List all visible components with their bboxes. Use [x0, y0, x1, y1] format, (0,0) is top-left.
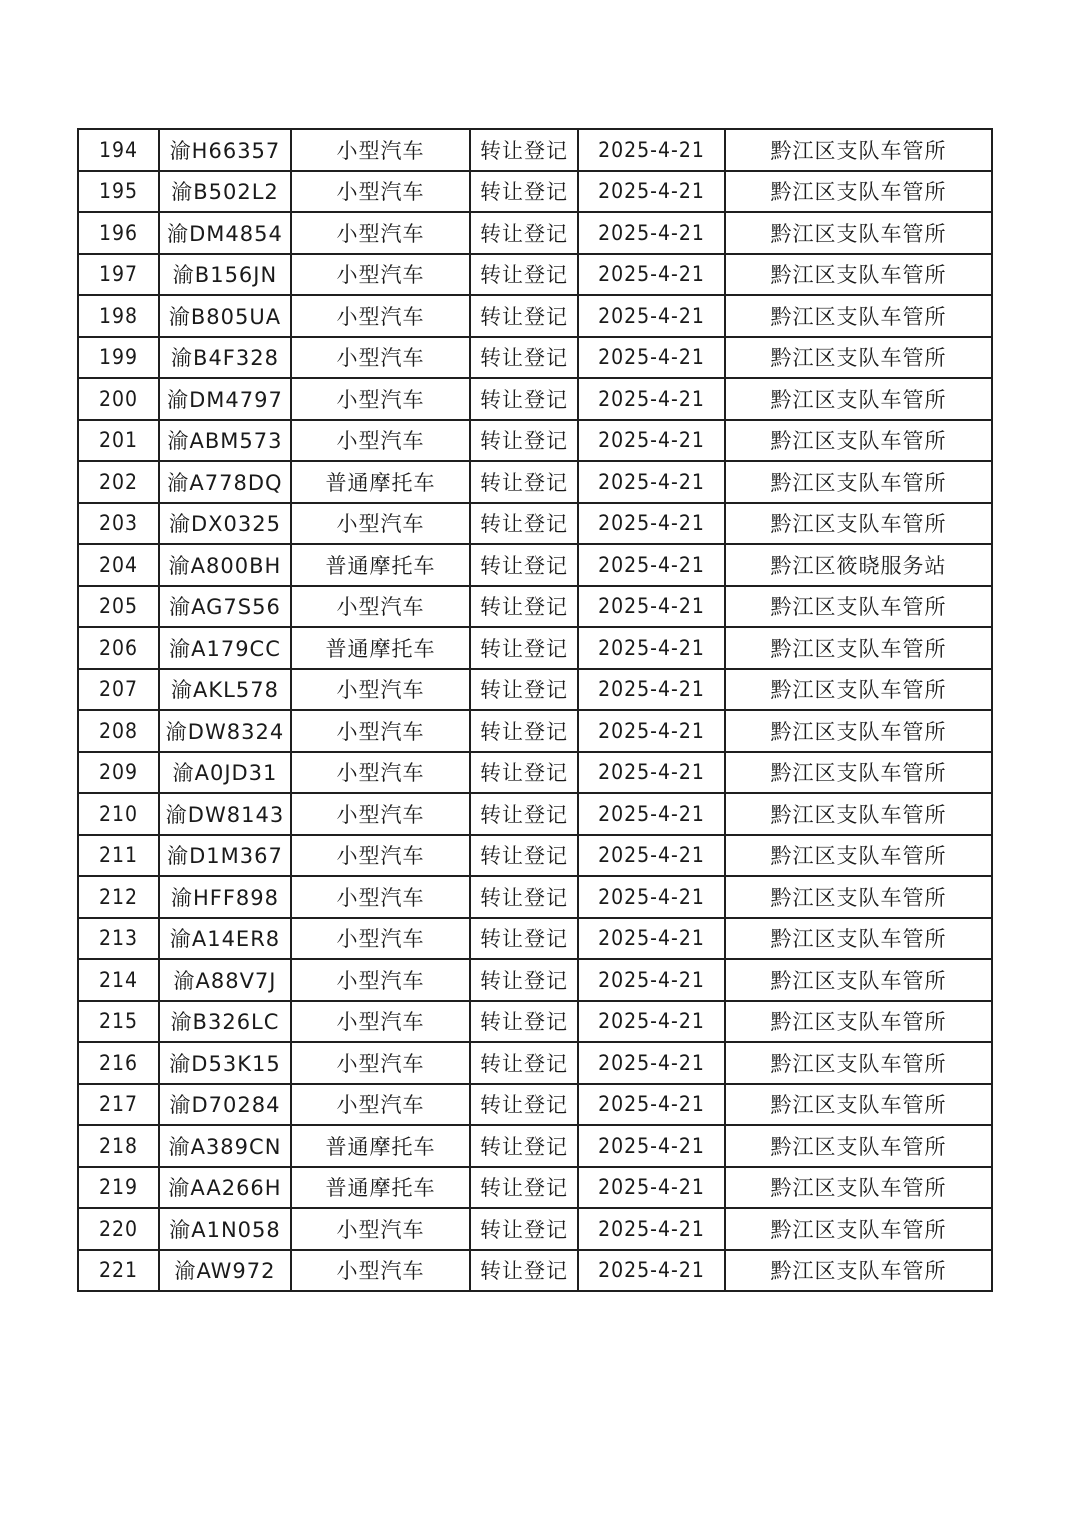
cell-date: 2025-4-21: [578, 461, 725, 503]
cell-serial-number: 215: [78, 1001, 159, 1043]
table-row: [78, 1167, 992, 1209]
cell-office: 黔江区支队车管所: [725, 1167, 992, 1209]
table-row: [78, 1250, 992, 1292]
cell-plate-number: 渝DM4854: [159, 212, 291, 254]
cell-business-type: 转让登记: [470, 835, 578, 877]
cell-plate-number: 渝AW972: [159, 1250, 291, 1292]
cell-office: 黔江区支队车管所: [725, 835, 992, 877]
cell-office: 黔江区支队车管所: [725, 171, 992, 213]
cell-plate-number: 渝D53K15: [159, 1042, 291, 1084]
cell-business-type: 转让登记: [470, 461, 578, 503]
cell-plate-number: 渝A0JD31: [159, 752, 291, 794]
cell-serial-number: 213: [78, 918, 159, 960]
cell-date: 2025-4-21: [578, 1084, 725, 1126]
cell-office: 黔江区支队车管所: [725, 1125, 992, 1167]
cell-vehicle-type: 小型汽车: [291, 129, 470, 171]
cell-serial-number: 205: [78, 586, 159, 628]
cell-date: 2025-4-21: [578, 876, 725, 918]
cell-date: 2025-4-21: [578, 544, 725, 586]
table-row: [78, 710, 992, 752]
table-row: [78, 1125, 992, 1167]
cell-office: 黔江区支队车管所: [725, 254, 992, 296]
cell-business-type: 转让登记: [470, 959, 578, 1001]
table-row: [78, 254, 992, 296]
cell-business-type: 转让登记: [470, 1208, 578, 1250]
cell-serial-number: 201: [78, 420, 159, 462]
cell-plate-number: 渝DX0325: [159, 503, 291, 545]
cell-business-type: 转让登记: [470, 1250, 578, 1292]
table-row: [78, 503, 992, 545]
cell-office: 黔江区支队车管所: [725, 586, 992, 628]
cell-serial-number: 217: [78, 1084, 159, 1126]
cell-office: 黔江区支队车管所: [725, 918, 992, 960]
cell-serial-number: 221: [78, 1250, 159, 1292]
cell-office: 黔江区支队车管所: [725, 212, 992, 254]
cell-date: 2025-4-21: [578, 1250, 725, 1292]
table-row: [78, 918, 992, 960]
table-row: [78, 835, 992, 877]
cell-business-type: 转让登记: [470, 586, 578, 628]
cell-vehicle-type: 小型汽车: [291, 1250, 470, 1292]
cell-plate-number: 渝A778DQ: [159, 461, 291, 503]
cell-vehicle-type: 小型汽车: [291, 1001, 470, 1043]
cell-vehicle-type: 小型汽车: [291, 1042, 470, 1084]
cell-serial-number: 208: [78, 710, 159, 752]
table-row: [78, 129, 992, 171]
cell-plate-number: 渝B502L2: [159, 171, 291, 213]
cell-serial-number: 199: [78, 337, 159, 379]
cell-office: 黔江区支队车管所: [725, 1250, 992, 1292]
cell-date: 2025-4-21: [578, 378, 725, 420]
cell-date: 2025-4-21: [578, 212, 725, 254]
cell-plate-number: 渝DW8324: [159, 710, 291, 752]
cell-office: 黔江区支队车管所: [725, 337, 992, 379]
cell-plate-number: 渝D1M367: [159, 835, 291, 877]
cell-business-type: 转让登记: [470, 254, 578, 296]
cell-business-type: 转让登记: [470, 129, 578, 171]
cell-vehicle-type: 小型汽车: [291, 710, 470, 752]
cell-date: 2025-4-21: [578, 1001, 725, 1043]
cell-date: 2025-4-21: [578, 1042, 725, 1084]
cell-business-type: 转让登记: [470, 752, 578, 794]
cell-business-type: 转让登记: [470, 1167, 578, 1209]
cell-serial-number: 206: [78, 627, 159, 669]
cell-vehicle-type: 普通摩托车: [291, 1167, 470, 1209]
cell-plate-number: 渝B4F328: [159, 337, 291, 379]
cell-office: 黔江区支队车管所: [725, 461, 992, 503]
cell-serial-number: 197: [78, 254, 159, 296]
cell-office: 黔江区支队车管所: [725, 1001, 992, 1043]
cell-vehicle-type: 小型汽车: [291, 793, 470, 835]
cell-plate-number: 渝B805UA: [159, 295, 291, 337]
cell-vehicle-type: 小型汽车: [291, 420, 470, 462]
cell-office: 黔江区支队车管所: [725, 752, 992, 794]
table-row: [78, 669, 992, 711]
cell-vehicle-type: 小型汽车: [291, 254, 470, 296]
cell-business-type: 转让登记: [470, 627, 578, 669]
table-row: [78, 295, 992, 337]
cell-vehicle-type: 小型汽车: [291, 337, 470, 379]
cell-vehicle-type: 小型汽车: [291, 1084, 470, 1126]
cell-business-type: 转让登记: [470, 295, 578, 337]
table-row: [78, 461, 992, 503]
cell-business-type: 转让登记: [470, 503, 578, 545]
cell-plate-number: 渝A88V7J: [159, 959, 291, 1001]
table-row: [78, 876, 992, 918]
cell-serial-number: 209: [78, 752, 159, 794]
cell-serial-number: 207: [78, 669, 159, 711]
cell-plate-number: 渝DM4797: [159, 378, 291, 420]
cell-office: 黔江区支队车管所: [725, 1084, 992, 1126]
table-row: [78, 1001, 992, 1043]
table-row: [78, 586, 992, 628]
cell-plate-number: 渝B326LC: [159, 1001, 291, 1043]
cell-business-type: 转让登记: [470, 171, 578, 213]
table-row: [78, 1208, 992, 1250]
cell-serial-number: 219: [78, 1167, 159, 1209]
cell-office: 黔江区支队车管所: [725, 503, 992, 545]
cell-vehicle-type: 普通摩托车: [291, 1125, 470, 1167]
cell-serial-number: 194: [78, 129, 159, 171]
cell-date: 2025-4-21: [578, 627, 725, 669]
cell-serial-number: 220: [78, 1208, 159, 1250]
cell-vehicle-type: 普通摩托车: [291, 461, 470, 503]
cell-business-type: 转让登记: [470, 710, 578, 752]
table-row: [78, 959, 992, 1001]
table-row: [78, 793, 992, 835]
cell-business-type: 转让登记: [470, 1001, 578, 1043]
cell-date: 2025-4-21: [578, 669, 725, 711]
cell-vehicle-type: 小型汽车: [291, 835, 470, 877]
cell-date: 2025-4-21: [578, 1167, 725, 1209]
table-row: [78, 420, 992, 462]
cell-office: 黔江区支队车管所: [725, 627, 992, 669]
cell-date: 2025-4-21: [578, 959, 725, 1001]
cell-date: 2025-4-21: [578, 1125, 725, 1167]
cell-plate-number: 渝A1N058: [159, 1208, 291, 1250]
cell-date: 2025-4-21: [578, 295, 725, 337]
cell-vehicle-type: 小型汽车: [291, 212, 470, 254]
cell-vehicle-type: 普通摩托车: [291, 544, 470, 586]
cell-office: 黔江区支队车管所: [725, 710, 992, 752]
cell-business-type: 转让登记: [470, 420, 578, 462]
table-row: [78, 752, 992, 794]
cell-serial-number: 212: [78, 876, 159, 918]
cell-date: 2025-4-21: [578, 586, 725, 628]
cell-vehicle-type: 小型汽车: [291, 171, 470, 213]
table-row: [78, 378, 992, 420]
cell-plate-number: 渝A179CC: [159, 627, 291, 669]
cell-plate-number: 渝AA266H: [159, 1167, 291, 1209]
cell-plate-number: 渝AG7S56: [159, 586, 291, 628]
cell-serial-number: 200: [78, 378, 159, 420]
cell-plate-number: 渝HFF898: [159, 876, 291, 918]
cell-date: 2025-4-21: [578, 171, 725, 213]
table-row: [78, 1084, 992, 1126]
cell-business-type: 转让登记: [470, 544, 578, 586]
table-row: [78, 627, 992, 669]
cell-date: 2025-4-21: [578, 420, 725, 462]
cell-office: 黔江区支队车管所: [725, 1208, 992, 1250]
cell-business-type: 转让登记: [470, 212, 578, 254]
cell-office: 黔江区支队车管所: [725, 129, 992, 171]
cell-business-type: 转让登记: [470, 1042, 578, 1084]
table-row: [78, 212, 992, 254]
cell-vehicle-type: 小型汽车: [291, 503, 470, 545]
cell-date: 2025-4-21: [578, 129, 725, 171]
cell-serial-number: 216: [78, 1042, 159, 1084]
cell-vehicle-type: 小型汽车: [291, 378, 470, 420]
cell-serial-number: 196: [78, 212, 159, 254]
table-row: [78, 1042, 992, 1084]
cell-plate-number: 渝AKL578: [159, 669, 291, 711]
table-row: [78, 337, 992, 379]
cell-vehicle-type: 小型汽车: [291, 918, 470, 960]
cell-office: 黔江区支队车管所: [725, 1042, 992, 1084]
table-body: [78, 129, 992, 1291]
cell-vehicle-type: 小型汽车: [291, 959, 470, 1001]
cell-plate-number: 渝H66357: [159, 129, 291, 171]
cell-vehicle-type: 普通摩托车: [291, 627, 470, 669]
cell-serial-number: 195: [78, 171, 159, 213]
cell-date: 2025-4-21: [578, 918, 725, 960]
cell-business-type: 转让登记: [470, 669, 578, 711]
cell-business-type: 转让登记: [470, 918, 578, 960]
cell-serial-number: 198: [78, 295, 159, 337]
cell-plate-number: 渝A14ER8: [159, 918, 291, 960]
cell-serial-number: 204: [78, 544, 159, 586]
cell-date: 2025-4-21: [578, 835, 725, 877]
cell-serial-number: 211: [78, 835, 159, 877]
cell-office: 黔江区支队车管所: [725, 669, 992, 711]
cell-plate-number: 渝B156JN: [159, 254, 291, 296]
cell-date: 2025-4-21: [578, 503, 725, 545]
cell-business-type: 转让登记: [470, 876, 578, 918]
cell-vehicle-type: 小型汽车: [291, 586, 470, 628]
cell-office: 黔江区支队车管所: [725, 876, 992, 918]
cell-plate-number: 渝D70284: [159, 1084, 291, 1126]
cell-serial-number: 203: [78, 503, 159, 545]
cell-vehicle-type: 小型汽车: [291, 669, 470, 711]
cell-serial-number: 202: [78, 461, 159, 503]
cell-serial-number: 214: [78, 959, 159, 1001]
cell-office: 黔江区支队车管所: [725, 295, 992, 337]
cell-business-type: 转让登记: [470, 1084, 578, 1126]
cell-office: 黔江区支队车管所: [725, 959, 992, 1001]
cell-serial-number: 210: [78, 793, 159, 835]
cell-date: 2025-4-21: [578, 793, 725, 835]
cell-office: 黔江区筱晓服务站: [725, 544, 992, 586]
cell-vehicle-type: 小型汽车: [291, 295, 470, 337]
vehicle-transfer-table: [77, 128, 993, 1292]
cell-office: 黔江区支队车管所: [725, 420, 992, 462]
cell-office: 黔江区支队车管所: [725, 378, 992, 420]
cell-plate-number: 渝A800BH: [159, 544, 291, 586]
cell-serial-number: 218: [78, 1125, 159, 1167]
cell-business-type: 转让登记: [470, 793, 578, 835]
table-row: [78, 544, 992, 586]
cell-plate-number: 渝DW8143: [159, 793, 291, 835]
cell-plate-number: 渝A389CN: [159, 1125, 291, 1167]
cell-date: 2025-4-21: [578, 254, 725, 296]
cell-vehicle-type: 小型汽车: [291, 752, 470, 794]
cell-business-type: 转让登记: [470, 378, 578, 420]
cell-business-type: 转让登记: [470, 337, 578, 379]
cell-date: 2025-4-21: [578, 752, 725, 794]
cell-office: 黔江区支队车管所: [725, 793, 992, 835]
cell-date: 2025-4-21: [578, 337, 725, 379]
cell-plate-number: 渝ABM573: [159, 420, 291, 462]
table-row: [78, 171, 992, 213]
cell-vehicle-type: 小型汽车: [291, 1208, 470, 1250]
cell-business-type: 转让登记: [470, 1125, 578, 1167]
cell-vehicle-type: 小型汽车: [291, 876, 470, 918]
cell-date: 2025-4-21: [578, 1208, 725, 1250]
cell-date: 2025-4-21: [578, 710, 725, 752]
